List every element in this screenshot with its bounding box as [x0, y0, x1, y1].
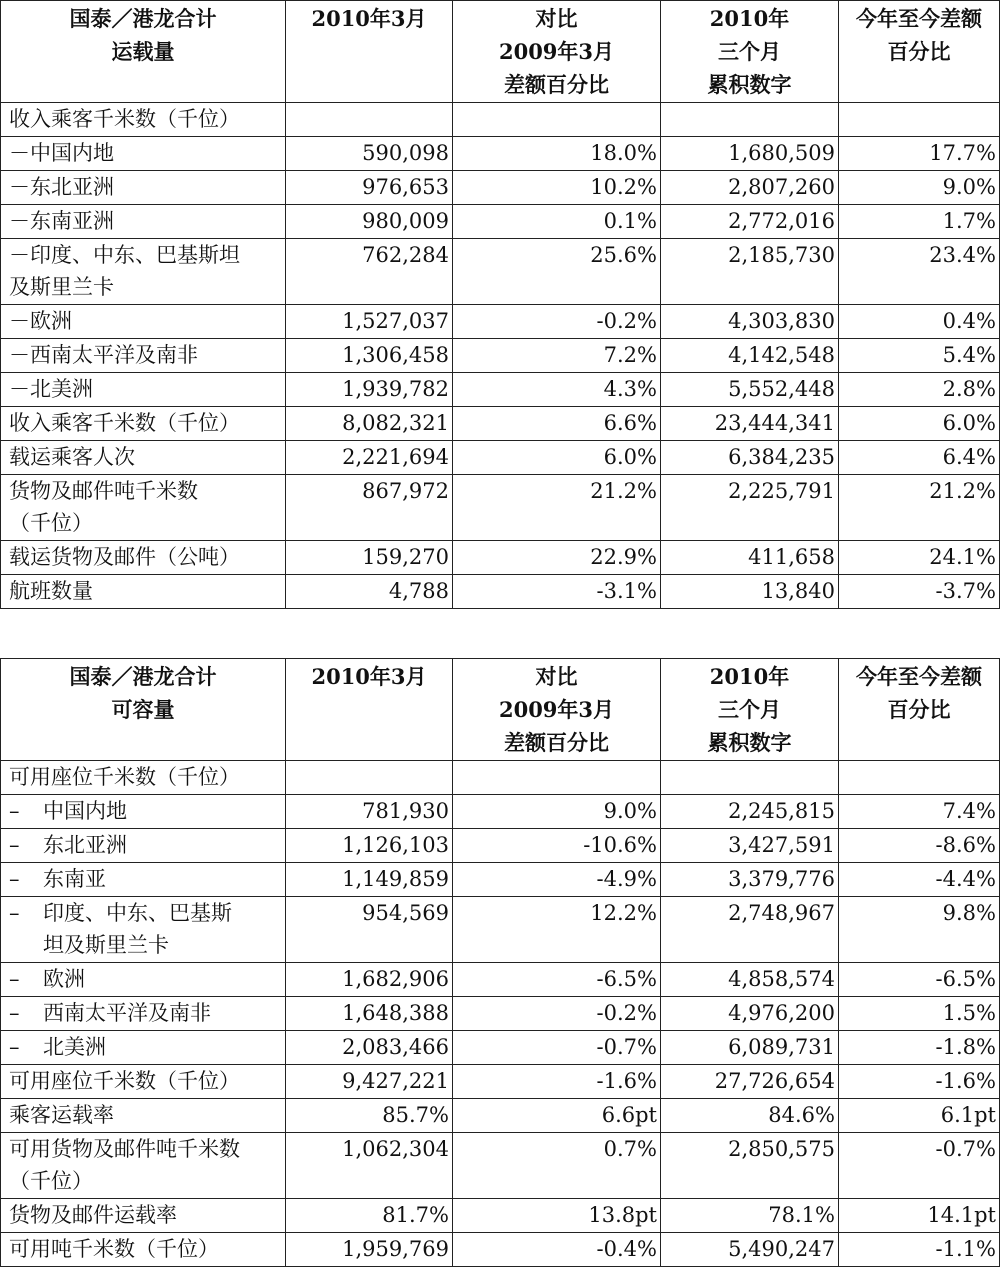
cell-value: 7.2% — [453, 339, 661, 373]
table-row — [1, 1233, 1000, 1267]
cell-value: 6.1pt — [839, 1099, 1000, 1133]
table-row — [1, 1065, 1000, 1099]
table-row — [1, 171, 1000, 205]
table-row — [1, 205, 1000, 239]
table-row — [1, 795, 1000, 829]
cell-value: 6.6% — [453, 407, 661, 441]
cell-value: 24.1% — [839, 541, 1000, 575]
cell-value: -4.9% — [453, 863, 661, 897]
table-row — [1, 441, 1000, 475]
cell-value: 21.2% — [839, 475, 1000, 541]
cell-value: 9.0% — [839, 171, 1000, 205]
cell-value: 3,379,776 — [661, 863, 839, 897]
column-header: 对比 2009年3月 差额百分比 — [453, 1, 661, 103]
cell-value: -6.5% — [839, 963, 1000, 997]
cell-value: 0.1% — [453, 205, 661, 239]
cell-value: 14.1pt — [839, 1199, 1000, 1233]
row-label: 收入乘客千米数（千位） — [1, 407, 286, 441]
cell-value: 9,427,221 — [286, 1065, 453, 1099]
cell-value: 5,552,448 — [661, 373, 839, 407]
row-label: 载运乘客人次 — [1, 441, 286, 475]
cell-value: 84.6% — [661, 1099, 839, 1133]
cell-value: 411,658 — [661, 541, 839, 575]
cell-value: 6.6pt — [453, 1099, 661, 1133]
cell-value: 1.7% — [839, 205, 1000, 239]
cell-value: 4.3% — [453, 373, 661, 407]
cell-value: 2,185,730 — [661, 239, 839, 305]
table-row — [1, 541, 1000, 575]
column-header: 今年至今差额 百分比 — [839, 1, 1000, 103]
header-row — [1, 1, 1000, 103]
table-row — [1, 339, 1000, 373]
row-label: 可用货物及邮件吨千米数 （千位） — [1, 1133, 286, 1199]
table-row — [1, 103, 1000, 137]
row-label: – 北美洲 — [1, 1031, 286, 1065]
cell-value: 18.0% — [453, 137, 661, 171]
row-label: 载运货物及邮件（公吨） — [1, 541, 286, 575]
cell-value: 4,976,200 — [661, 997, 839, 1031]
dash-marker: – — [9, 867, 20, 891]
table-row — [1, 475, 1000, 541]
cell-value: -6.5% — [453, 963, 661, 997]
cell-value — [453, 103, 661, 137]
column-header: 2010年 三个月 累积数字 — [661, 659, 839, 761]
cell-value: 867,972 — [286, 475, 453, 541]
cell-value: 2,221,694 — [286, 441, 453, 475]
cell-value: 2,225,791 — [661, 475, 839, 541]
cell-value: 1,959,769 — [286, 1233, 453, 1267]
cell-value: 25.6% — [453, 239, 661, 305]
cell-value: 1,527,037 — [286, 305, 453, 339]
column-header: 国泰／港龙合计 可容量 — [1, 659, 286, 761]
row-label: －欧洲 — [1, 305, 286, 339]
row-label: 货物及邮件运载率 — [1, 1199, 286, 1233]
cell-value: -0.2% — [453, 997, 661, 1031]
cell-value: 4,858,574 — [661, 963, 839, 997]
cell-value: -0.7% — [453, 1031, 661, 1065]
header-row — [1, 659, 1000, 761]
table-row — [1, 761, 1000, 795]
cell-value: 23.4% — [839, 239, 1000, 305]
cell-value: 2,807,260 — [661, 171, 839, 205]
cell-value: 81.7% — [286, 1199, 453, 1233]
dash-marker: – — [9, 967, 20, 991]
table-row — [1, 575, 1000, 609]
cell-value: 976,653 — [286, 171, 453, 205]
row-label: – 东北亚洲 — [1, 829, 286, 863]
row-label: 可用吨千米数（千位） — [1, 1233, 286, 1267]
row-label: 乘客运载率 — [1, 1099, 286, 1133]
row-label: －东北亚洲 — [1, 171, 286, 205]
cell-value — [839, 103, 1000, 137]
table-row — [1, 1031, 1000, 1065]
cell-value — [661, 761, 839, 795]
cell-value: 22.9% — [453, 541, 661, 575]
column-header: 2010年3月 — [286, 659, 453, 761]
table-row — [1, 239, 1000, 305]
row-label: －西南太平洋及南非 — [1, 339, 286, 373]
row-label: 可用座位千米数（千位） — [1, 1065, 286, 1099]
row-label: 可用座位千米数（千位） — [1, 761, 286, 795]
row-label: – 中国内地 — [1, 795, 286, 829]
cell-value: 6.0% — [839, 407, 1000, 441]
cell-value — [286, 103, 453, 137]
cell-value: 1,680,509 — [661, 137, 839, 171]
cell-value: 1,306,458 — [286, 339, 453, 373]
cell-value: 6.0% — [453, 441, 661, 475]
row-label: – 东南亚 — [1, 863, 286, 897]
dash-marker: – — [9, 1035, 20, 1059]
row-label: 收入乘客千米数（千位） — [1, 103, 286, 137]
column-header: 今年至今差额 百分比 — [839, 659, 1000, 761]
cell-value: 8,082,321 — [286, 407, 453, 441]
column-header: 2010年 三个月 累积数字 — [661, 1, 839, 103]
row-label: －中国内地 — [1, 137, 286, 171]
cell-value: -1.6% — [453, 1065, 661, 1099]
table-row — [1, 1099, 1000, 1133]
cell-value: 159,270 — [286, 541, 453, 575]
cell-value: 590,098 — [286, 137, 453, 171]
cell-value: 4,142,548 — [661, 339, 839, 373]
dash-marker: – — [9, 799, 20, 823]
cell-value: 2,245,815 — [661, 795, 839, 829]
cell-value: 27,726,654 — [661, 1065, 839, 1099]
cell-value: 6,089,731 — [661, 1031, 839, 1065]
cell-value: 781,930 — [286, 795, 453, 829]
cell-value — [453, 761, 661, 795]
cell-value: -0.7% — [839, 1133, 1000, 1199]
column-header: 2010年3月 — [286, 1, 453, 103]
cell-value: -1.8% — [839, 1031, 1000, 1065]
cell-value: 4,303,830 — [661, 305, 839, 339]
cell-value: 954,569 — [286, 897, 453, 963]
table-row — [1, 137, 1000, 171]
cell-value: 1,648,388 — [286, 997, 453, 1031]
cell-value — [661, 103, 839, 137]
column-header: 国泰／港龙合计 运载量 — [1, 1, 286, 103]
cell-value: 0.4% — [839, 305, 1000, 339]
table-row — [1, 1133, 1000, 1199]
table-row — [1, 829, 1000, 863]
cell-value — [839, 761, 1000, 795]
cell-value: -10.6% — [453, 829, 661, 863]
cell-value: 1,149,859 — [286, 863, 453, 897]
cell-value: 1,939,782 — [286, 373, 453, 407]
cell-value: 2,772,016 — [661, 205, 839, 239]
cell-value: 3,427,591 — [661, 829, 839, 863]
cell-value: 10.2% — [453, 171, 661, 205]
cell-value: 0.7% — [453, 1133, 661, 1199]
cell-value: -0.2% — [453, 305, 661, 339]
row-label: – 印度、中东、巴基斯 坦及斯里兰卡 — [1, 897, 286, 963]
cell-value: -3.1% — [453, 575, 661, 609]
row-label: 航班数量 — [1, 575, 286, 609]
table-row — [1, 1199, 1000, 1233]
cell-value: 1,682,906 — [286, 963, 453, 997]
cell-value: 21.2% — [453, 475, 661, 541]
cell-value: 2.8% — [839, 373, 1000, 407]
cell-value: 2,083,466 — [286, 1031, 453, 1065]
capacity-table — [0, 658, 1000, 1267]
cell-value: 4,788 — [286, 575, 453, 609]
table-row — [1, 997, 1000, 1031]
cell-value: -8.6% — [839, 829, 1000, 863]
cell-value: -1.1% — [839, 1233, 1000, 1267]
cell-value: 13,840 — [661, 575, 839, 609]
row-label: －东南亚洲 — [1, 205, 286, 239]
table-row — [1, 897, 1000, 963]
table-row — [1, 863, 1000, 897]
cell-value: 9.0% — [453, 795, 661, 829]
cell-value: -1.6% — [839, 1065, 1000, 1099]
cell-value: 980,009 — [286, 205, 453, 239]
cell-value: 2,850,575 — [661, 1133, 839, 1199]
dash-marker: – — [9, 833, 20, 857]
cell-value: 5.4% — [839, 339, 1000, 373]
cell-value: 1.5% — [839, 997, 1000, 1031]
cell-value: 9.8% — [839, 897, 1000, 963]
row-label: – 西南太平洋及南非 — [1, 997, 286, 1031]
cell-value — [286, 761, 453, 795]
column-header: 对比 2009年3月 差额百分比 — [453, 659, 661, 761]
cell-value: 1,126,103 — [286, 829, 453, 863]
cell-value: 2,748,967 — [661, 897, 839, 963]
cell-value: 6.4% — [839, 441, 1000, 475]
traffic-table — [0, 0, 1000, 609]
dash-marker: – — [9, 1001, 20, 1025]
cell-value: -4.4% — [839, 863, 1000, 897]
row-label: – 欧洲 — [1, 963, 286, 997]
cell-value: 6,384,235 — [661, 441, 839, 475]
cell-value: 5,490,247 — [661, 1233, 839, 1267]
cell-value: 13.8pt — [453, 1199, 661, 1233]
cell-value: 762,284 — [286, 239, 453, 305]
table-row — [1, 963, 1000, 997]
table-row — [1, 305, 1000, 339]
cell-value: 23,444,341 — [661, 407, 839, 441]
cell-value: 17.7% — [839, 137, 1000, 171]
cell-value: -0.4% — [453, 1233, 661, 1267]
cell-value: 85.7% — [286, 1099, 453, 1133]
dash-marker: – — [9, 901, 20, 925]
table-row — [1, 373, 1000, 407]
row-label: 货物及邮件吨千米数 （千位） — [1, 475, 286, 541]
cell-value: 12.2% — [453, 897, 661, 963]
cell-value: 1,062,304 — [286, 1133, 453, 1199]
table-row — [1, 407, 1000, 441]
row-label: －北美洲 — [1, 373, 286, 407]
cell-value: -3.7% — [839, 575, 1000, 609]
cell-value: 78.1% — [661, 1199, 839, 1233]
cell-value: 7.4% — [839, 795, 1000, 829]
row-label: －印度、中东、巴基斯坦 及斯里兰卡 — [1, 239, 286, 305]
